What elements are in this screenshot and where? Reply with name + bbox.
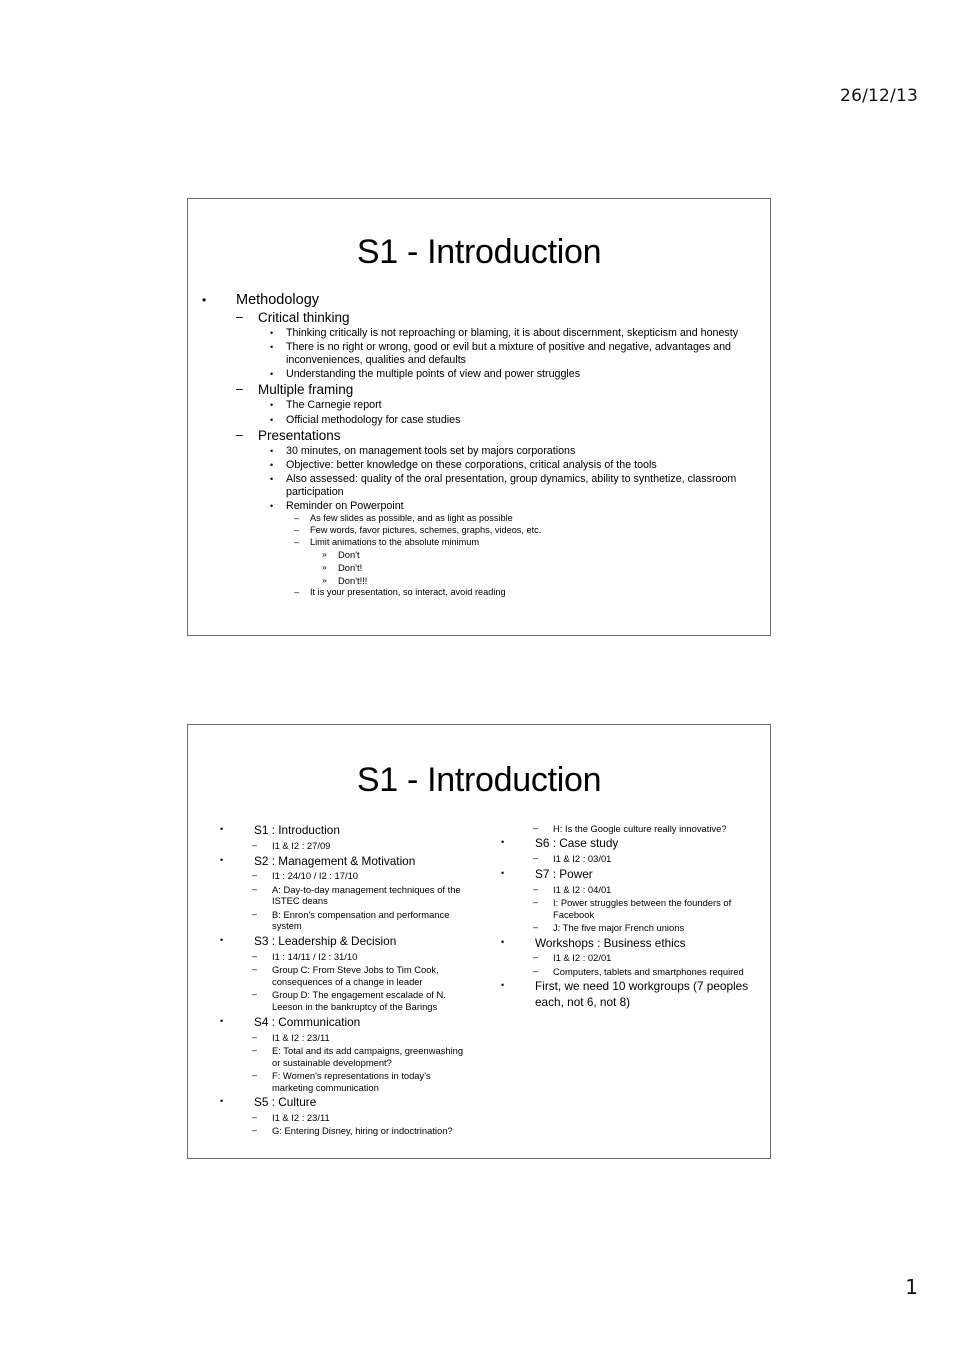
outline-item-text: Don't! (338, 562, 363, 573)
outline-item (216, 1070, 473, 1094)
bullet-marker-icon: • (501, 936, 505, 947)
outline-item (216, 934, 473, 949)
bullet-marker-icon: • (270, 328, 274, 339)
outline-item-text: S3 : Leadership & Decision (254, 934, 397, 949)
outline-item (216, 870, 473, 882)
bullet-marker-icon: • (501, 837, 505, 848)
outline-item-text: Critical thinking (258, 310, 350, 326)
outline-item-text: As few slides as possible, and as light as possible (310, 513, 513, 524)
outline-item-text: Don't (338, 549, 360, 561)
bullet-marker-icon: • (270, 369, 274, 380)
slide-2-outline (200, 821, 758, 1137)
bullet-marker-icon: • (220, 1015, 224, 1026)
outline-item-text: A: Day-to-day management techniques of the ISTEC deans (272, 883, 461, 907)
outline-item-text: S7 : Power (535, 866, 593, 881)
outline-item (202, 327, 756, 340)
outline-item-text: Presentations (258, 427, 341, 443)
bullet-marker-icon: – (294, 587, 300, 598)
bullet-marker-icon: – (252, 883, 258, 894)
outline-item (202, 525, 756, 537)
outline-item-text: S2 : Management & Motivation (254, 853, 416, 868)
outline-item (202, 414, 756, 427)
bullet-marker-icon: – (252, 839, 258, 850)
bullet-marker-icon: • (270, 414, 274, 425)
bullet-marker-icon: • (270, 445, 274, 456)
outline-item-text: Thinking critically is not reproaching or blaming, it is about discernment, skepticism and honesty (286, 327, 739, 340)
outline-item (202, 500, 756, 513)
bullet-marker-icon: – (533, 822, 539, 833)
outline-item (497, 836, 754, 851)
outline-item-text: 30 minutes, on management tools set by majors corporations (286, 444, 576, 457)
bullet-marker-icon: – (252, 950, 258, 961)
bullet-marker-icon: – (294, 525, 300, 536)
outline-item-text: Also assessed: quality of the oral presentation, group dynamics, ability to synthetize, classroom participation (286, 472, 737, 498)
outline-item-text: S4 : Communication (254, 1014, 361, 1029)
bullet-marker-icon: • (501, 980, 505, 991)
outline-item-text: S1 : Introduction (254, 823, 340, 837)
outline-item-text: G: Entering Disney, hiring or indoctrination? (272, 1125, 453, 1137)
bullet-marker-icon: – (252, 1125, 258, 1136)
outline-item (497, 966, 754, 978)
outline-item (202, 291, 756, 309)
outline-item (216, 840, 473, 852)
outline-item-text: Objective: better knowledge on these corporations, critical analysis of the tools (286, 458, 657, 471)
bullet-marker-icon: – (533, 883, 539, 894)
bullet-marker-icon: – (252, 870, 258, 881)
outline-item (202, 562, 756, 574)
outline-item-text: Understanding the multiple points of view and power struggles (286, 368, 581, 381)
bullet-marker-icon: – (533, 853, 539, 864)
outline-item-text: I1 & I2 : 02/01 (553, 952, 612, 964)
outline-item (216, 1032, 473, 1044)
slide-2-column-right (479, 821, 758, 1137)
outline-item (216, 964, 473, 988)
outline-item (202, 549, 756, 561)
bullet-marker-icon: – (533, 965, 539, 976)
outline-item-text: I1 & I2 : 04/01 (553, 883, 612, 895)
bullet-marker-icon: – (533, 952, 539, 963)
slide-1 (187, 198, 771, 636)
outline-item-text: S5 : Culture (254, 1095, 317, 1110)
outline-item-text: Methodology (236, 292, 320, 308)
outline-item-text: It is your presentation, so interact, avoid reading (310, 587, 506, 598)
outline-item (202, 513, 756, 525)
bullet-marker-icon: • (270, 342, 274, 353)
outline-item (497, 897, 754, 921)
outline-item (216, 823, 473, 838)
outline-item (202, 427, 756, 444)
outline-item (202, 537, 756, 549)
outline-item (216, 1095, 473, 1110)
outline-item-text: F: Women's representations in today's marketing communication (272, 1069, 431, 1093)
bullet-marker-icon: – (252, 964, 258, 975)
bullet-marker-icon: – (236, 310, 243, 325)
outline-item-text: I1 : 14/11 / I2 : 31/10 (272, 950, 358, 962)
outline-item (202, 399, 756, 412)
slide-1-outline (202, 291, 756, 599)
outline-item-text: The Carnegie report (286, 399, 382, 412)
bullet-marker-icon: • (220, 935, 224, 946)
bullet-marker-icon: – (252, 1069, 258, 1080)
bullet-marker-icon: – (236, 382, 243, 397)
outline-item-text: I1 & I2 : 03/01 (553, 853, 612, 865)
bullet-marker-icon: – (294, 537, 300, 548)
bullet-marker-icon: • (270, 473, 274, 484)
outline-item-text: B: Enron's compensation and performance system (272, 908, 450, 932)
outline-item-text: First, we need 10 workgroups (7 peoples each, not 6, not 8) (535, 979, 749, 1009)
outline-item (202, 309, 756, 326)
outline-item (202, 368, 756, 381)
page-header-date: 26/12/13 (840, 86, 918, 106)
outline-item-text: I1 & I2 : 23/11 (272, 1112, 330, 1124)
outline-item-text: Don't!!! (338, 574, 368, 586)
bullet-marker-icon: • (220, 854, 224, 865)
bullet-marker-icon: • (270, 400, 274, 411)
outline-item (216, 884, 473, 908)
outline-item-text: Workshops : Business ethics (535, 935, 686, 950)
bullet-marker-icon: • (501, 867, 505, 878)
outline-item (497, 884, 754, 896)
page-number: 1 (905, 1275, 918, 1299)
outline-item (202, 575, 756, 587)
outline-item (216, 951, 473, 963)
outline-item (497, 979, 754, 1010)
outline-item-text: I1 & I2 : 27/09 (272, 839, 331, 851)
outline-item (202, 381, 756, 398)
outline-item-text: Few words, favor pictures, schemes, graphs, videos, etc. (310, 525, 542, 536)
outline-item (202, 473, 756, 499)
outline-item (497, 823, 754, 835)
bullet-marker-icon: – (252, 1112, 258, 1123)
outline-item-text: J: The five major French unions (553, 921, 685, 933)
slide-2-title: S1 - Introduction (356, 761, 602, 799)
slide-2 (187, 724, 771, 1159)
bullet-marker-icon: • (202, 293, 207, 307)
outline-item (216, 1125, 473, 1137)
bullet-marker-icon: – (533, 896, 539, 907)
outline-item (216, 1045, 473, 1069)
bullet-marker-icon: • (270, 459, 274, 470)
bullet-marker-icon: – (533, 921, 539, 932)
bullet-marker-icon: – (252, 1031, 258, 1042)
outline-item-text: I1 & I2 : 23/11 (272, 1031, 330, 1043)
outline-item-text: Official methodology for case studies (286, 413, 461, 426)
outline-item (202, 341, 756, 367)
outline-item (202, 459, 756, 472)
outline-item (216, 1015, 473, 1030)
outline-item-text: Computers, tablets and smartphones required (553, 965, 744, 977)
outline-item (202, 587, 756, 599)
outline-item (216, 989, 473, 1013)
outline-item (497, 922, 754, 934)
outline-item (202, 445, 756, 458)
outline-item (497, 853, 754, 865)
outline-item-text: Limit animations to the absolute minimum (310, 537, 480, 548)
outline-item-text: I1 : 24/10 / I2 : 17/10 (272, 870, 359, 882)
slide-2-column-left (200, 821, 479, 1137)
outline-item-text: E: Total and its add campaigns, greenwashing or sustainable development? (272, 1044, 464, 1068)
bullet-marker-icon: • (270, 500, 274, 511)
outline-item (497, 867, 754, 882)
outline-item-text: Group D: The engagement escalade of N. Leeson in the bankruptcy of the Barings (272, 989, 446, 1012)
outline-item-text: S6 : Case study (535, 836, 619, 851)
slide-1-title: S1 - Introduction (356, 233, 602, 271)
bullet-marker-icon: – (252, 908, 258, 919)
outline-item-text: Multiple framing (258, 382, 354, 398)
outline-item (497, 936, 754, 951)
bullet-marker-icon: » (322, 562, 327, 572)
outline-item (216, 1112, 473, 1124)
outline-item-text: Reminder on Powerpoint (286, 499, 404, 512)
outline-item (216, 909, 473, 933)
outline-item-text: There is no right or wrong, good or evil but a mixture of positive and negative, advantages and inconveniences, qualities and defaults (286, 341, 731, 367)
bullet-marker-icon: – (236, 427, 243, 442)
bullet-marker-icon: – (252, 1044, 258, 1055)
bullet-marker-icon: » (322, 574, 327, 585)
outline-item-text: I: Power struggles between the founders of Facebook (553, 896, 732, 920)
bullet-marker-icon: • (220, 1096, 224, 1107)
bullet-marker-icon: – (294, 513, 300, 524)
outline-item-text: Group C: From Steve Jobs to Tim Cook, consequences of a change in leader (272, 964, 439, 987)
outline-item-text: H: Is the Google culture really innovative? (553, 822, 727, 834)
bullet-marker-icon: • (220, 824, 224, 834)
outline-item (497, 952, 754, 964)
bullet-marker-icon: » (322, 549, 327, 560)
bullet-marker-icon: – (252, 989, 258, 1000)
outline-item (216, 854, 473, 869)
